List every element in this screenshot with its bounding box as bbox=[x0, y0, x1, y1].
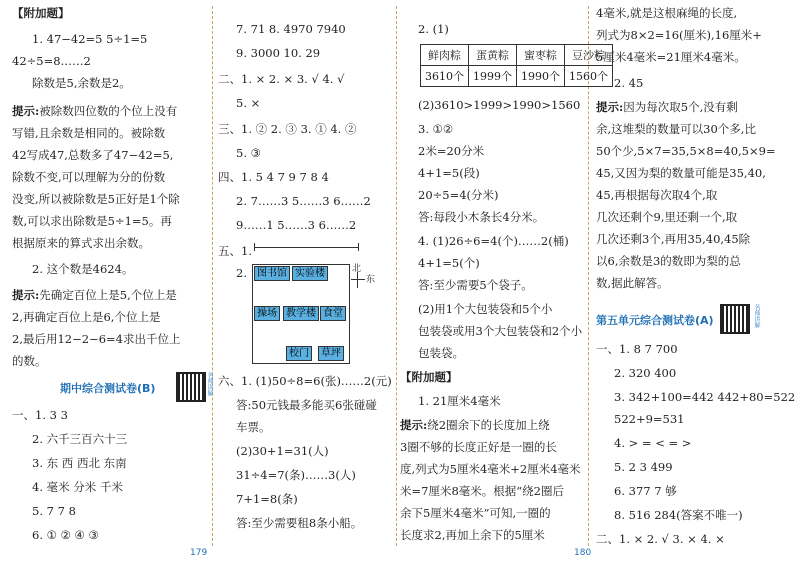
map-line-tick bbox=[254, 243, 255, 251]
answer-line: 提示:先确定百位上是5,个位上是 bbox=[12, 288, 177, 302]
answer-line: 31÷4=7(条)……3(人) bbox=[236, 468, 356, 482]
qr-label: 名师讲解 bbox=[206, 372, 213, 396]
answer-line: 列式为8×2=16(厘米),16厘米+ bbox=[596, 28, 762, 42]
column-divider bbox=[396, 6, 397, 546]
answer-line: 50个少,5×7=35,5×8=40,5×9= bbox=[596, 144, 776, 158]
zongzi-table bbox=[420, 44, 613, 87]
answer-line: 提示:绕2圈余下的长度加上绕 bbox=[400, 418, 550, 432]
section-title-midterm: 期中综合测试卷(B) bbox=[60, 382, 156, 395]
answer-line: 5厘米4毫米=21厘米4毫米。 bbox=[596, 50, 746, 64]
answer-line: 6. ① ② ④ ③ bbox=[32, 528, 99, 542]
answer-line: 5. ③ bbox=[236, 146, 261, 160]
answer-line: 3. 342+100=442 442+80=522 bbox=[614, 390, 796, 404]
answer-line: 写错,且余数是相同的。被除数 bbox=[12, 126, 166, 140]
answer-line: 8. 516 284(答案不唯一) bbox=[614, 508, 743, 522]
answer-line: 6. 377 7 够 bbox=[614, 484, 677, 498]
compass-east: 东 bbox=[366, 275, 376, 285]
answer-line: 二、1. × 2. √ 3. × 4. × bbox=[596, 532, 725, 546]
answer-line: 答:每段小木条长4分米。 bbox=[418, 210, 545, 224]
answer-line: 三、1. ② 2. ③ 3. ① 4. ② bbox=[218, 122, 357, 136]
answer-line: 除数是5,余数是2。 bbox=[32, 76, 131, 90]
answer-line: 六、1. (1)50÷8=6(张)……2(元) bbox=[218, 374, 392, 388]
answer-line: 2. 六千三百六十三 bbox=[32, 432, 128, 446]
table-cell: 3610个 bbox=[421, 66, 469, 87]
section-title-unit5: 第五单元综合测试卷(A) bbox=[596, 314, 714, 327]
answer-line: 20÷5=4(分米) bbox=[418, 188, 499, 202]
column-divider bbox=[212, 6, 213, 546]
answer-line: 1. 21厘米4毫米 bbox=[418, 394, 501, 408]
answer-line: 数,可以求出除数是5÷1=5。再 bbox=[12, 214, 172, 228]
answer-line: 7+1=8(条) bbox=[236, 492, 298, 506]
table-header: 蛋黄粽 bbox=[469, 45, 517, 66]
table-cell: 1990个 bbox=[517, 66, 565, 87]
answer-line: 度,列式为5厘米4毫米+2厘米4毫米 bbox=[400, 462, 581, 476]
answer-line: 2. (1) bbox=[418, 22, 449, 36]
answer-line: 4毫米,就是这根麻绳的长度, bbox=[596, 6, 738, 20]
page-number-left: 179 bbox=[190, 548, 208, 558]
answer-line: 4. 毫米 分米 千米 bbox=[32, 480, 123, 494]
answer-line: 5. 7 7 8 bbox=[32, 504, 76, 518]
answer-line: 几次还剩个9,里还剩一个,取 bbox=[596, 210, 738, 224]
compass-north: 北 bbox=[352, 264, 362, 274]
column-divider bbox=[588, 6, 589, 546]
answer-line: 米=7厘米8毫米。根据“绕2圈后 bbox=[400, 484, 564, 498]
map-building: 实验楼 bbox=[292, 266, 328, 281]
answer-line: 2,再确定百位上是6,个位上是 bbox=[12, 310, 161, 324]
map-building: 教学楼 bbox=[283, 306, 319, 321]
compass-arrow-east bbox=[351, 279, 365, 280]
table-header: 豆沙粽 bbox=[565, 45, 613, 66]
answer-line: 没变,所以被除数是5正好是1个除 bbox=[12, 192, 180, 206]
map-building: 草坪 bbox=[318, 346, 344, 361]
answer-line: 42÷5=8……2 bbox=[12, 54, 91, 68]
answer-line: 9……1 5……3 6……2 bbox=[236, 218, 357, 232]
answer-line: 【附加题】 bbox=[12, 6, 70, 20]
map-building: 图书馆 bbox=[254, 266, 290, 281]
answer-line: 提示:因为每次取5个,没有剩 bbox=[596, 100, 738, 114]
answer-line: 以6,余数是3的数即为梨的总 bbox=[596, 254, 741, 268]
answer-line: 五、1. bbox=[218, 244, 252, 258]
map-building: 操场 bbox=[254, 306, 280, 321]
qr-label: 名师讲解 bbox=[753, 304, 760, 328]
table-header: 鲜肉粽 bbox=[421, 45, 469, 66]
answer-line: 长度求2,再加上余下的5厘米 bbox=[400, 528, 545, 542]
map-top-line bbox=[254, 247, 358, 248]
answer-line: 3. ①② bbox=[418, 122, 454, 136]
answer-line: 2. 320 400 bbox=[614, 366, 677, 380]
answer-line: 45,又因为梨的数量可能是35,40, bbox=[596, 166, 766, 180]
compass-arrow-north bbox=[357, 272, 358, 288]
answer-line: 9. 3000 10. 29 bbox=[236, 46, 321, 60]
answer-line: 2米=20分米 bbox=[418, 144, 485, 158]
answer-line: 一、1. 8 7 700 bbox=[596, 342, 678, 356]
answer-line: 2. bbox=[236, 266, 247, 280]
map-building: 校门 bbox=[286, 346, 312, 361]
table-cell: 1560个 bbox=[565, 66, 613, 87]
answer-line: 4+1=5(个) bbox=[418, 256, 480, 270]
answer-line: 522+9=531 bbox=[614, 412, 685, 426]
answer-line: 答:50元钱最多能买6张碰碰 bbox=[236, 398, 377, 412]
answer-line: 45,再根据每次取4个,取 bbox=[596, 188, 718, 202]
table-header: 蜜枣粽 bbox=[517, 45, 565, 66]
answer-line: 几次还剩3个,再用35,40,45除 bbox=[596, 232, 751, 246]
answer-line: 2,最后用12−2−6=4求出千位上 bbox=[12, 332, 181, 346]
answer-line: 3圈不够的长度正好是一圈的长 bbox=[400, 440, 557, 454]
answer-line: 提示:被除数四位数的个位上没有 bbox=[12, 104, 178, 118]
answer-line: 4. (1)26÷6=4(个)……2(桶) bbox=[418, 234, 569, 248]
answer-line: 余,这堆梨的数量可以30个多,比 bbox=[596, 122, 756, 136]
page-number-right: 180 bbox=[574, 548, 592, 558]
answer-line: 7. 71 8. 4970 7940 bbox=[236, 22, 346, 36]
answer-line: 除数不变,可以理解为分的份数 bbox=[12, 170, 166, 184]
answer-line: (2)用1个大包装袋和5个小 bbox=[418, 302, 553, 316]
answer-line: 一、1. 3 3 bbox=[12, 408, 68, 422]
answer-line: 根据原来的算式求出余数。 bbox=[12, 236, 150, 250]
table-cell: 1999个 bbox=[469, 66, 517, 87]
answer-line: 的数。 bbox=[12, 354, 47, 368]
answer-line: (2)3610>1999>1990>1560 bbox=[418, 98, 581, 112]
answer-line: 车票。 bbox=[236, 420, 271, 434]
answer-line: 2. 45 bbox=[614, 76, 644, 90]
answer-line: (2)30+1=31(人) bbox=[236, 444, 329, 458]
answer-line: 二、1. × 2. × 3. √ 4. √ bbox=[218, 72, 345, 86]
answer-line: 余下5厘米4毫米”可知,一圈的 bbox=[400, 506, 551, 520]
answer-line: 3. 东 西 西北 东南 bbox=[32, 456, 127, 470]
answer-line: 5. 2 3 499 bbox=[614, 460, 673, 474]
answer-line: 答:至少需要租8条小船。 bbox=[236, 516, 363, 530]
answer-line: 答:至少需要5个袋子。 bbox=[418, 278, 533, 292]
answer-line: 四、1. 5 4 7 9 7 8 4 bbox=[218, 170, 329, 184]
answer-line: 5. × bbox=[236, 96, 261, 110]
qr-code[interactable] bbox=[176, 372, 206, 402]
answer-line: 包装袋。 bbox=[418, 346, 464, 360]
answer-line: 【附加题】 bbox=[400, 370, 458, 384]
answer-line: 4+1=5(段) bbox=[418, 166, 480, 180]
answer-line: 1. 47−42=5 5÷1=5 bbox=[32, 32, 148, 46]
answer-line: 42写成47,总数多了47−42=5, bbox=[12, 148, 174, 162]
answer-line: 2. 7……3 5……3 6……2 bbox=[236, 194, 371, 208]
answer-line: 2. 这个数是4624。 bbox=[32, 262, 134, 276]
answer-line: 数,据此解答。 bbox=[596, 276, 669, 290]
answer-line: 4. > = < = > bbox=[614, 436, 692, 450]
map-building: 食堂 bbox=[320, 306, 346, 321]
map-line-tick bbox=[358, 243, 359, 251]
qr-code[interactable] bbox=[720, 304, 750, 334]
answer-line: 包装袋或用3个大包装袋和2个小 bbox=[418, 324, 583, 338]
